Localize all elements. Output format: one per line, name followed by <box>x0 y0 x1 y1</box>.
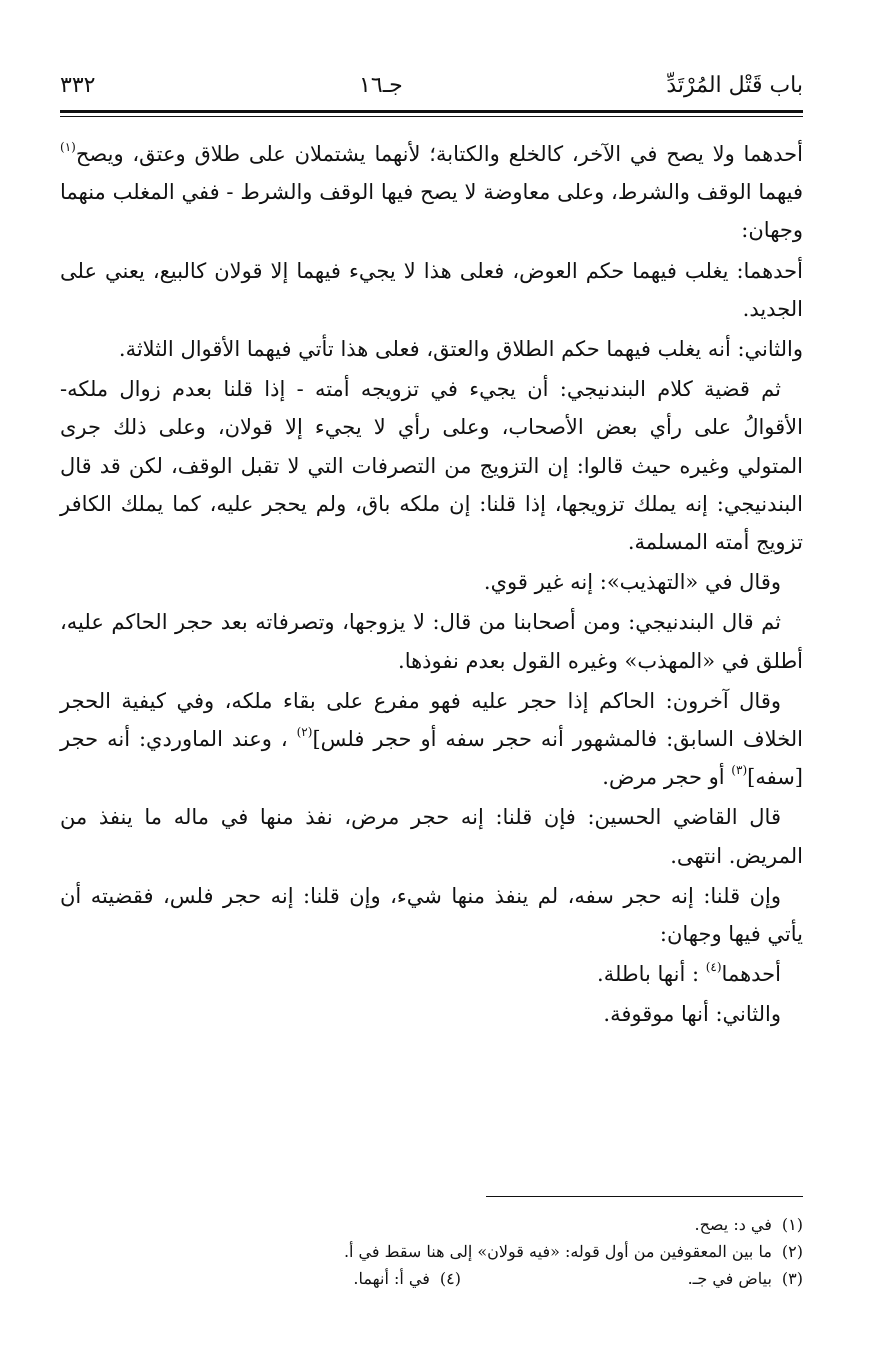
footnote-number: (١) <box>781 1215 803 1234</box>
paragraph: أحدهما$^{(٤)}$ : أنها باطلة. <box>597 960 781 987</box>
footnote-ref: (٢) <box>296 725 313 740</box>
paragraph: وإن قلنا: إنه حجر سفه، لم ينفذ منها شيء، وإن قلنا: إنه حجر فلس، فقضيته أن يأتي فيها وجهان: <box>60 883 803 947</box>
paragraph: وقال آخرون: الحاكم إذا حجر عليه فهو مفرع على بقاء ملكه، وفي كيفية الحجر الخلاف السابق: فالمشهور أنه حجر سفه أو حجر فلس]$^{(٢)}$ ، وعند الماوردي: أنه حجر [سفه]$^{(٣)}$ أو حجر مرض. <box>60 688 803 790</box>
paragraph: أحدهما ولا يصح في الآخر، كالخلع والكتابة؛ لأنهما يشتملان على طلاق وعتق، ويصح$^{(١)}$ فيهما الوقف والشرط، وعلى معاوضة لا يصح فيها الوقف والشرط - ففي المغلب منهما وجهان: <box>60 140 803 243</box>
volume-label: جـ١٦ <box>359 73 403 98</box>
running-header <box>60 64 803 108</box>
footnote-ref: (٣) <box>731 763 748 778</box>
footnote-item <box>119 1265 461 1292</box>
footnote-ref: (٤) <box>705 960 722 975</box>
footnote-ref: (١) <box>60 140 76 154</box>
footnote-pair <box>60 1265 803 1292</box>
paragraph: والثاني: أنه يغلب فيهما حكم الطلاق والعتق، فعلى هذا تأتي فيهما الأقوال الثلاثة. <box>118 337 803 362</box>
footnote-number: (٤) <box>439 1269 461 1288</box>
paragraph: قال القاضي الحسين: فإن قلنا: إنه حجر مرض، نفذ منها في ماله ما ينفذ من المريض. انتهى. <box>60 805 803 868</box>
footnote-separator <box>486 1196 803 1197</box>
paragraph: أحدهما: يغلب فيهما حكم العوض، فعلى هذا لا يجيء فيهما إلا قولان كالبيع، يعني على الجديد. <box>60 258 803 321</box>
footnote-text: بياض في جـ. <box>687 1269 772 1288</box>
header-rule-thick <box>60 110 803 113</box>
footnote-number: (٣) <box>781 1269 803 1288</box>
footnote-text: في د: يصح. <box>694 1215 772 1234</box>
paragraph: والثاني: أنها موقوفة. <box>603 1002 781 1027</box>
paragraph: وقال في «التهذيب»: إنه غير قوي. <box>483 570 781 595</box>
chapter-title: باب قَتْل المُرْتَدِّ <box>666 73 803 98</box>
footnote-item <box>60 1211 803 1238</box>
footnote-text: ما بين المعقوفين من أول قوله: «فيه قولان» إلى هنا سقط في أ. <box>343 1242 772 1261</box>
footnote-list <box>60 1211 803 1292</box>
footnote-text: في أ: أنهما. <box>353 1269 430 1288</box>
footnote-item <box>461 1265 803 1292</box>
footnotes <box>60 1196 803 1292</box>
paragraph: ثم قضية كلام البندنيجي: أن يجيء في تزويجه أمته - إذا قلنا بعدم زوال ملكه- الأقوالُ على رأي بعض الأصحاب، وعلى رأي لا يجيء إلا قولان، وعلى ذلك جرى المتولي وغيره حيث قالوا: إن التزويج من التصرفات التي لا تقبل الوقف، لكن قد قال البندنيجي: إنه يملك تزويجها، إذا قلنا: إن ملكه باق، ولم يحجر عليه، كما يملك الكافر تزويج أمته المسلمة. <box>60 377 803 555</box>
footnote-number: (٢) <box>781 1242 803 1261</box>
header-rule-thin <box>60 116 803 117</box>
page-number: ٣٣٢ <box>60 73 96 98</box>
paragraph: ثم قال البندنيجي: ومن أصحابنا من قال: لا يزوجها، وتصرفاته بعد حجر الحاكم عليه، أطلق في «المهذب» وغيره القول بعدم نفوذها. <box>60 610 803 673</box>
page <box>60 64 803 1036</box>
footnote-item <box>60 1238 803 1265</box>
main-text <box>60 135 803 1034</box>
